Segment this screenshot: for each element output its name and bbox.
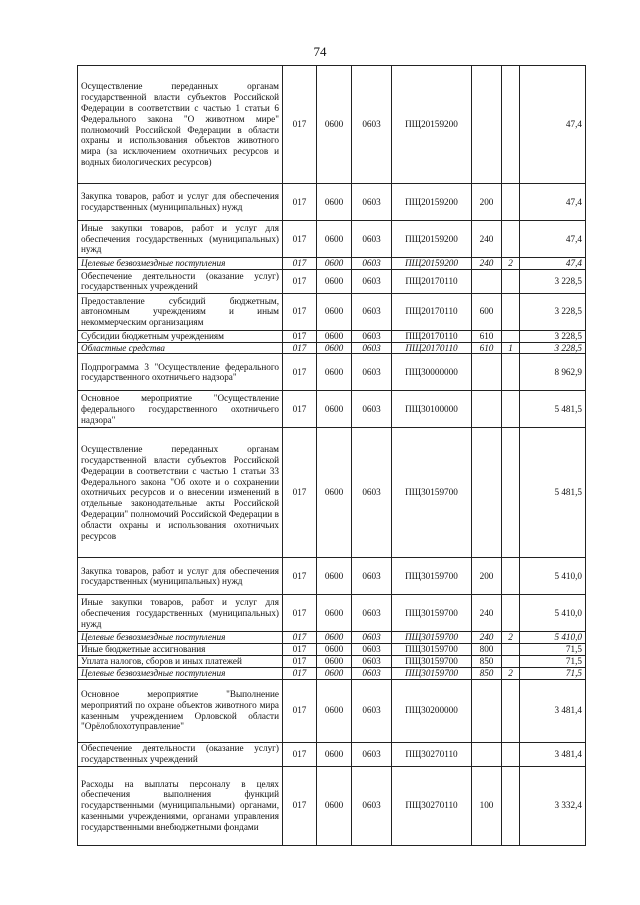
table-cell-rz: 0600 xyxy=(317,595,352,632)
table-cell-src xyxy=(502,644,520,656)
table-cell-csr: ПЩ20159200 xyxy=(392,184,472,221)
table-cell-sum: 71,5 xyxy=(520,667,586,679)
table-cell-sum: 47,4 xyxy=(520,184,586,221)
table-cell-pr: 0603 xyxy=(352,184,392,221)
table-cell-src xyxy=(502,330,520,342)
table-cell-csr: ПЩ30100000 xyxy=(392,391,472,428)
table-cell-rz: 0600 xyxy=(317,258,352,270)
table-row xyxy=(78,66,586,184)
table-cell-csr: ПЩ30000000 xyxy=(392,354,472,391)
table-row xyxy=(78,766,586,845)
table-cell-src: 2 xyxy=(502,258,520,270)
table-cell-rz: 0600 xyxy=(317,66,352,184)
table-cell-rz: 0600 xyxy=(317,428,352,558)
table-row xyxy=(78,679,586,742)
table-row xyxy=(78,330,586,342)
table-row xyxy=(78,428,586,558)
table-cell-csr: ПЩ20159200 xyxy=(392,258,472,270)
table-cell-name: Осуществление переданных органам государственной власти субъектов Российской Федерации в соответствии с частью 1 статьи 6 Федерального закона "О животном мире" полномочий Российской Федерации в области охраны и использования объектов животного мира (за исключением охотничьих ресурсов и водных биологических ресурсов) xyxy=(78,66,283,184)
table-cell-rz: 0600 xyxy=(317,655,352,667)
table-cell-rz: 0600 xyxy=(317,293,352,330)
table-cell-sum: 47,4 xyxy=(520,258,586,270)
table-cell-gr: 017 xyxy=(283,644,317,656)
table-cell-vr: 240 xyxy=(472,632,502,644)
table-cell-gr: 017 xyxy=(283,342,317,354)
table-cell-sum: 5 481,5 xyxy=(520,391,586,428)
table-cell-vr: 610 xyxy=(472,330,502,342)
table-cell-vr: 200 xyxy=(472,184,502,221)
table-cell-name: Иные бюджетные ассигнования xyxy=(78,644,283,656)
table-cell-pr: 0603 xyxy=(352,655,392,667)
table-cell-csr: ПЩ20170110 xyxy=(392,330,472,342)
page-number: 74 xyxy=(313,44,327,59)
table-cell-vr xyxy=(472,679,502,742)
table-cell-src xyxy=(502,558,520,595)
table-cell-gr: 017 xyxy=(283,184,317,221)
table-cell-pr: 0603 xyxy=(352,742,392,766)
table-cell-csr: ПЩ20170110 xyxy=(392,342,472,354)
table-cell-sum: 3 228,5 xyxy=(520,342,586,354)
table-cell-csr: ПЩ20170110 xyxy=(392,269,472,293)
table-cell-gr: 017 xyxy=(283,391,317,428)
table-cell-gr: 017 xyxy=(283,558,317,595)
table-cell-name: Субсидии бюджетным учреждениям xyxy=(78,330,283,342)
table-cell-src xyxy=(502,595,520,632)
table-cell-pr: 0603 xyxy=(352,766,392,845)
table-cell-pr: 0603 xyxy=(352,354,392,391)
table-cell-vr: 240 xyxy=(472,258,502,270)
table-cell-csr: ПЩ30270110 xyxy=(392,742,472,766)
table-cell-sum: 71,5 xyxy=(520,644,586,656)
table-row xyxy=(78,595,586,632)
table-cell-pr: 0603 xyxy=(352,258,392,270)
table-cell-rz: 0600 xyxy=(317,679,352,742)
table-cell-pr: 0603 xyxy=(352,644,392,656)
table-cell-name: Расходы на выплаты персоналу в целях обеспечения выполнения функций государственными (муниципальными) органами, казенными учреждениями, органами управления государственными внебюджетными фондами xyxy=(78,766,283,845)
table-cell-src xyxy=(502,391,520,428)
table-cell-pr: 0603 xyxy=(352,66,392,184)
table-body xyxy=(78,66,586,846)
table-cell-name: Подпрограмма 3 "Осуществление федерального государственного охотничьего надзора" xyxy=(78,354,283,391)
table-row xyxy=(78,354,586,391)
table-cell-vr: 850 xyxy=(472,667,502,679)
table-cell-csr: ПЩ30159700 xyxy=(392,632,472,644)
table-cell-gr: 017 xyxy=(283,595,317,632)
table-cell-pr: 0603 xyxy=(352,269,392,293)
table-cell-vr xyxy=(472,428,502,558)
table-cell-sum: 47,4 xyxy=(520,221,586,258)
table-cell-pr: 0603 xyxy=(352,330,392,342)
table-cell-name: Уплата налогов, сборов и иных платежей xyxy=(78,655,283,667)
table-row xyxy=(78,558,586,595)
table-cell-csr: ПЩ30159700 xyxy=(392,428,472,558)
table-cell-src xyxy=(502,766,520,845)
table-cell-src xyxy=(502,221,520,258)
table-cell-pr: 0603 xyxy=(352,558,392,595)
table-cell-gr: 017 xyxy=(283,330,317,342)
table-cell-csr: ПЩ30159700 xyxy=(392,667,472,679)
table-cell-rz: 0600 xyxy=(317,632,352,644)
table-cell-name: Целевые безвозмездные поступления xyxy=(78,667,283,679)
table-cell-vr xyxy=(472,354,502,391)
table-cell-rz: 0600 xyxy=(317,558,352,595)
budget-table xyxy=(77,65,586,846)
table-cell-gr: 017 xyxy=(283,66,317,184)
table-cell-vr: 850 xyxy=(472,655,502,667)
table-cell-sum: 3 481,4 xyxy=(520,742,586,766)
table-cell-csr: ПЩ30159700 xyxy=(392,644,472,656)
table-cell-src: 1 xyxy=(502,342,520,354)
table-cell-csr: ПЩ20159200 xyxy=(392,66,472,184)
table-cell-csr: ПЩ30270110 xyxy=(392,766,472,845)
table-cell-sum: 3 228,5 xyxy=(520,269,586,293)
table-cell-sum: 71,5 xyxy=(520,655,586,667)
table-row xyxy=(78,391,586,428)
table-cell-name: Обеспечение деятельности (оказание услуг) государственных учреждений xyxy=(78,742,283,766)
table-row xyxy=(78,269,586,293)
table-cell-sum: 5 410,0 xyxy=(520,558,586,595)
table-cell-sum: 3 228,5 xyxy=(520,293,586,330)
table-cell-rz: 0600 xyxy=(317,391,352,428)
table-cell-csr: ПЩ30200000 xyxy=(392,679,472,742)
table-row xyxy=(78,644,586,656)
table-cell-rz: 0600 xyxy=(317,354,352,391)
table-row xyxy=(78,632,586,644)
table-cell-gr: 017 xyxy=(283,221,317,258)
table-cell-gr: 017 xyxy=(283,655,317,667)
table-cell-src xyxy=(502,184,520,221)
table-cell-gr: 017 xyxy=(283,293,317,330)
table-cell-pr: 0603 xyxy=(352,667,392,679)
table-cell-src xyxy=(502,428,520,558)
table-cell-src xyxy=(502,269,520,293)
table-cell-vr: 240 xyxy=(472,221,502,258)
table-cell-name: Осуществление переданных органам государственной власти субъектов Российской Федерации в соответствии с частью 1 статьи 33 Федерального закона "Об охоте и о сохранении охотничьих ресурсов и о внесении изменений в отдельные законодательные акты Российской Федерации" полномочий Российской Федерации в области охраны и использования охотничьих ресурсов xyxy=(78,428,283,558)
table-cell-gr: 017 xyxy=(283,258,317,270)
table-cell-pr: 0603 xyxy=(352,595,392,632)
table-row xyxy=(78,293,586,330)
table-cell-sum: 47,4 xyxy=(520,66,586,184)
table-cell-csr: ПЩ20170110 xyxy=(392,293,472,330)
table-cell-name: Иные закупки товаров, работ и услуг для обеспечения государственных (муниципальных) нужд xyxy=(78,595,283,632)
table-cell-pr: 0603 xyxy=(352,342,392,354)
table-cell-vr xyxy=(472,742,502,766)
table-row xyxy=(78,221,586,258)
table-cell-gr: 017 xyxy=(283,667,317,679)
table-cell-src: 2 xyxy=(502,632,520,644)
table-cell-gr: 017 xyxy=(283,428,317,558)
table-cell-src xyxy=(502,354,520,391)
table-cell-rz: 0600 xyxy=(317,330,352,342)
table-cell-rz: 0600 xyxy=(317,667,352,679)
table-row xyxy=(78,742,586,766)
table-cell-rz: 0600 xyxy=(317,269,352,293)
table-row xyxy=(78,655,586,667)
table-row xyxy=(78,342,586,354)
table-cell-name: Основное мероприятие "Осуществление федерального государственного охотничьего надзора" xyxy=(78,391,283,428)
table-cell-gr: 017 xyxy=(283,632,317,644)
table-cell-pr: 0603 xyxy=(352,221,392,258)
table-cell-csr: ПЩ30159700 xyxy=(392,595,472,632)
table-cell-csr: ПЩ30159700 xyxy=(392,655,472,667)
table-cell-sum: 3 332,4 xyxy=(520,766,586,845)
table-cell-sum: 5 410,0 xyxy=(520,595,586,632)
table-cell-sum: 8 962,9 xyxy=(520,354,586,391)
table-row xyxy=(78,258,586,270)
table-cell-vr xyxy=(472,66,502,184)
table-cell-sum: 3 481,4 xyxy=(520,679,586,742)
table-cell-name: Целевые безвозмездные поступления xyxy=(78,258,283,270)
table-cell-rz: 0600 xyxy=(317,644,352,656)
table-cell-src xyxy=(502,679,520,742)
table-cell-src xyxy=(502,293,520,330)
table-cell-vr: 610 xyxy=(472,342,502,354)
table-cell-pr: 0603 xyxy=(352,428,392,558)
table-cell-csr: ПЩ30159700 xyxy=(392,558,472,595)
table-cell-rz: 0600 xyxy=(317,342,352,354)
table-row xyxy=(78,667,586,679)
table-cell-src xyxy=(502,742,520,766)
table-cell-src xyxy=(502,66,520,184)
table-cell-pr: 0603 xyxy=(352,293,392,330)
table-cell-rz: 0600 xyxy=(317,766,352,845)
table-cell-vr: 240 xyxy=(472,595,502,632)
table-cell-name: Целевые безвозмездные поступления xyxy=(78,632,283,644)
table-cell-rz: 0600 xyxy=(317,184,352,221)
table-cell-sum: 5 410,0 xyxy=(520,632,586,644)
table-row xyxy=(78,184,586,221)
table-cell-name: Предоставление субсидий бюджетным, автономным учреждениям и иным некоммерческим организациям xyxy=(78,293,283,330)
table-cell-vr xyxy=(472,391,502,428)
table-cell-csr: ПЩ20159200 xyxy=(392,221,472,258)
table-cell-gr: 017 xyxy=(283,679,317,742)
table-cell-pr: 0603 xyxy=(352,679,392,742)
table-cell-vr: 600 xyxy=(472,293,502,330)
table-cell-rz: 0600 xyxy=(317,742,352,766)
table-cell-sum: 3 228,5 xyxy=(520,330,586,342)
table-cell-src xyxy=(502,655,520,667)
table-cell-vr: 200 xyxy=(472,558,502,595)
table-cell-name: Закупка товаров, работ и услуг для обеспечения государственных (муниципальных) нужд xyxy=(78,184,283,221)
table-cell-vr xyxy=(472,269,502,293)
table-cell-gr: 017 xyxy=(283,742,317,766)
table-cell-src: 2 xyxy=(502,667,520,679)
table-cell-name: Областные средства xyxy=(78,342,283,354)
table-cell-name: Основное мероприятие "Выполнение мероприятий по охране объектов животного мира казенным учреждением Орловской области "Орёлоблохотуправление" xyxy=(78,679,283,742)
table-cell-rz: 0600 xyxy=(317,221,352,258)
table-cell-pr: 0603 xyxy=(352,632,392,644)
table-cell-name: Иные закупки товаров, работ и услуг для обеспечения государственных (муниципальных) нужд xyxy=(78,221,283,258)
table-cell-name: Закупка товаров, работ и услуг для обеспечения государственных (муниципальных) нужд xyxy=(78,558,283,595)
table-cell-pr: 0603 xyxy=(352,391,392,428)
table-cell-name: Обеспечение деятельности (оказание услуг) государственных учреждений xyxy=(78,269,283,293)
table-cell-vr: 800 xyxy=(472,644,502,656)
table-cell-gr: 017 xyxy=(283,766,317,845)
table-cell-vr: 100 xyxy=(472,766,502,845)
table-cell-gr: 017 xyxy=(283,269,317,293)
table-cell-gr: 017 xyxy=(283,354,317,391)
table-cell-sum: 5 481,5 xyxy=(520,428,586,558)
